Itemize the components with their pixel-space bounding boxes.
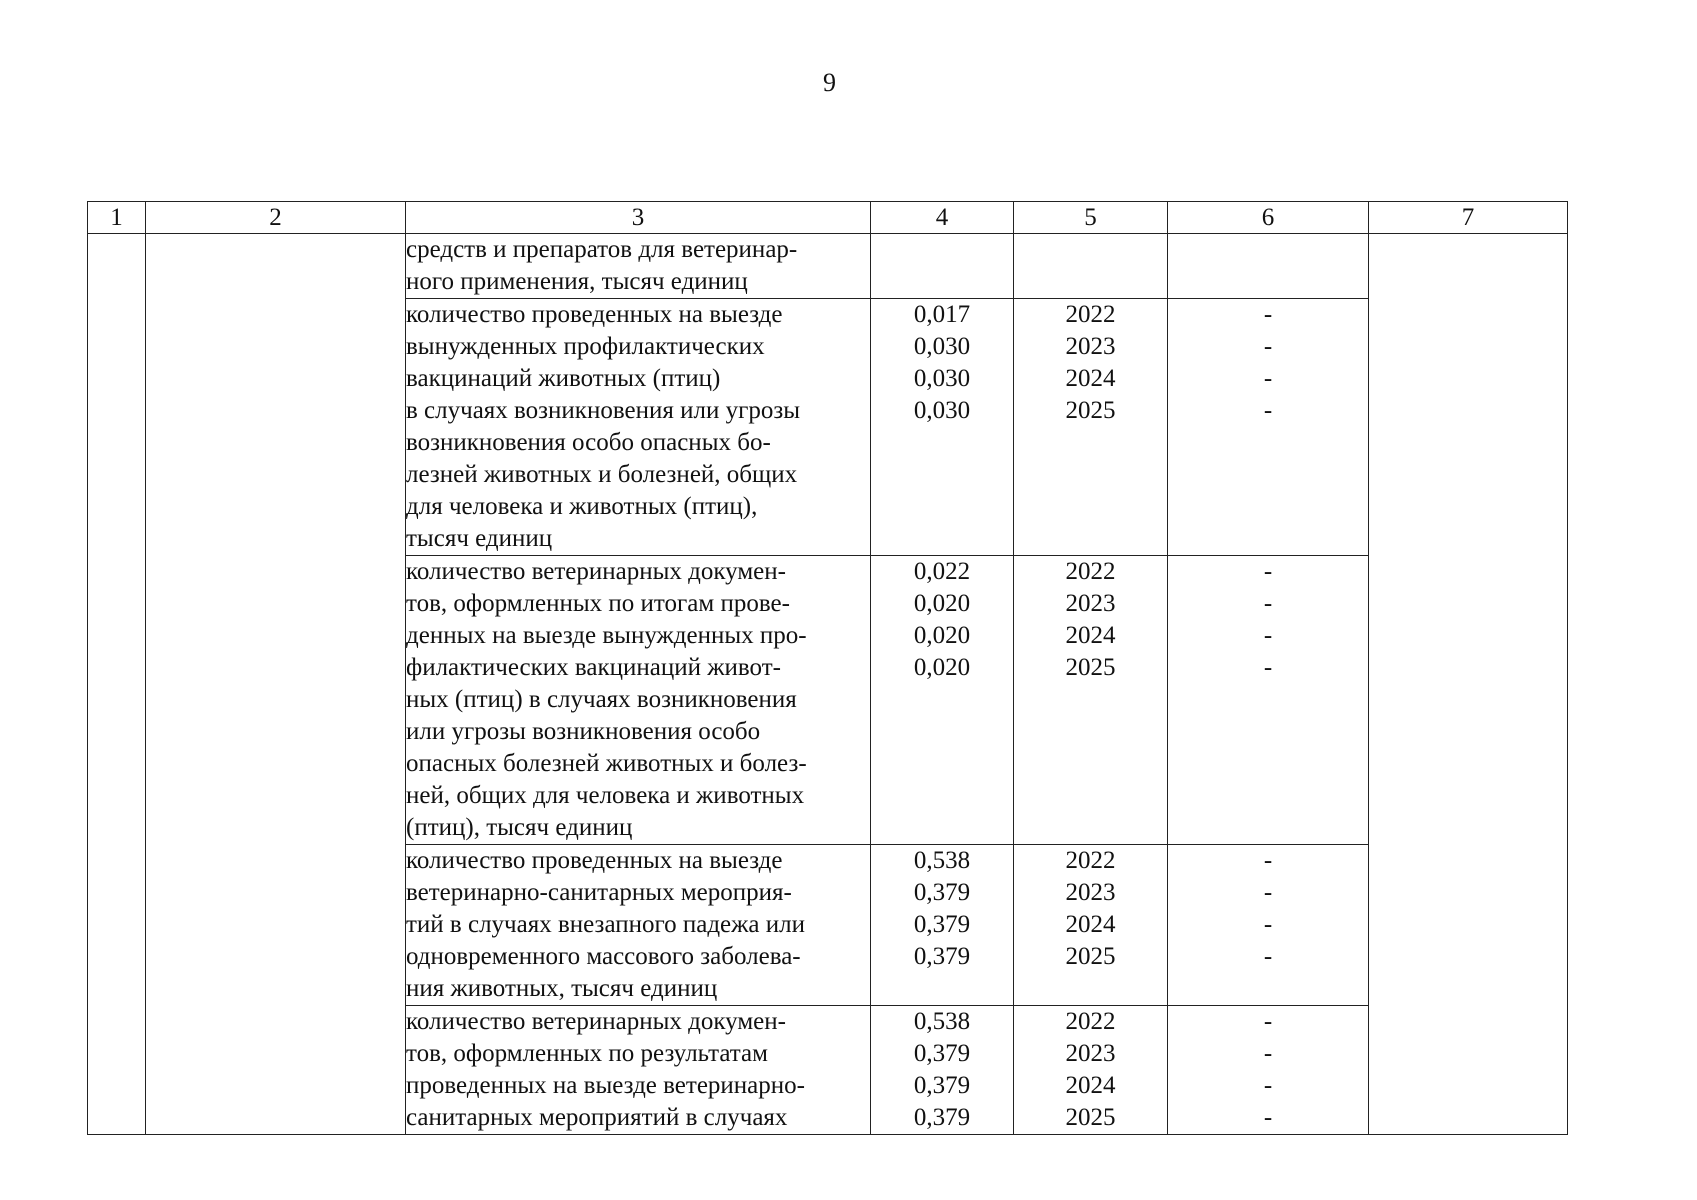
year-value: 2025 [1065,397,1116,424]
dash-value: - [1263,1008,1273,1035]
table-body [88,234,1568,1135]
dash-value: - [1263,654,1273,681]
column-header-5: 5 [1014,202,1168,234]
empty-cell-col-7 [1369,234,1568,1135]
year-cell [1014,845,1168,1006]
indicator-value: 0,538 [913,847,971,874]
dash-value: - [1263,1040,1273,1067]
indicator-value: 0,030 [913,365,971,392]
indicator-value: 0,379 [913,943,971,970]
dash-value: - [1263,558,1273,585]
column-6-cell [1168,234,1369,299]
year-value: 2024 [1065,365,1116,392]
column-header-4: 4 [871,202,1014,234]
dash-value: - [1263,943,1273,970]
column-header-3: 3 [406,202,871,234]
indicator-value-cell [871,1006,1014,1135]
year-value: 2022 [1065,301,1116,328]
indicator-text-line: вакцинаций животных (птиц) [406,365,721,392]
year-cell [1014,299,1168,556]
indicator-text-line: тов, оформленных по результатам [406,1040,768,1067]
indicator-value-cell [871,234,1014,299]
indicator-text-line: ния животных, тысяч единиц [406,975,718,1002]
table-row [88,234,1568,299]
dash-value: - [1263,622,1273,649]
indicator-value: 0,379 [913,1072,971,1099]
indicator-value: 0,379 [913,1104,971,1131]
column-6-cell [1168,556,1369,845]
indicator-text-line: лезней животных и болезней, общих [406,461,798,488]
dash-value: - [1263,879,1273,906]
dash-value: - [1263,1104,1273,1131]
indicator-text-line: тысяч единиц [406,525,553,552]
indicator-text-line: возникновения особо опасных бо- [406,429,771,456]
column-6-cell [1168,299,1369,556]
year-cell [1014,556,1168,845]
indicator-text-line: средств и препаратов для ветеринар- [406,236,798,263]
indicator-value: 0,379 [913,1040,971,1067]
indicator-value: 0,020 [913,654,971,681]
empty-cell-col-1 [88,234,146,1135]
indicator-name-cell [406,234,871,299]
indicator-text-line: санитарных мероприятий в случаях [406,1104,788,1131]
year-value: 2024 [1065,622,1116,649]
indicator-text-line: проведенных на выезде ветеринарно- [406,1072,805,1099]
indicator-text-line: вынужденных профилактических [406,333,765,360]
dash-value: - [1263,1072,1273,1099]
year-value: 2022 [1065,558,1116,585]
indicator-value: 0,022 [913,558,971,585]
page-number: 9 [823,68,836,97]
indicator-text-line: денных на выезде вынужденных про- [406,622,807,649]
dash-value: - [1263,333,1273,360]
indicator-text-line: для человека и животных (птиц), [406,493,758,520]
indicator-text-line: одновременного массового заболева- [406,943,801,970]
indicator-name-cell [406,299,871,556]
indicator-text-line: ней, общих для человека и животных [406,782,805,809]
indicator-text-line: или угрозы возникновения особо [406,718,761,745]
indicator-value: 0,538 [913,1008,971,1035]
dash-value: - [1263,365,1273,392]
indicator-text-line: количество проведенных на выезде [406,847,783,874]
indicator-name-cell [406,1006,871,1135]
indicator-value: 0,020 [913,590,971,617]
year-value: 2023 [1065,333,1116,360]
indicator-value: 0,030 [913,333,971,360]
indicator-text-line: в случаях возникновения или угрозы [406,397,801,424]
indicator-value: 0,379 [913,911,971,938]
column-header-1: 1 [88,202,146,234]
indicator-value: 0,030 [913,397,971,424]
column-header-2: 2 [146,202,406,234]
indicator-name-cell [406,845,871,1006]
indicator-text-line: тий в случаях внезапного падежа или [406,911,805,938]
year-value: 2022 [1065,847,1116,874]
year-cell [1014,234,1168,299]
indicator-value-cell [871,556,1014,845]
indicator-value-cell [871,299,1014,556]
empty-cell-col-2 [146,234,406,1135]
year-cell [1014,1006,1168,1135]
indicator-value: 0,017 [913,301,971,328]
indicator-name-cell [406,556,871,845]
indicator-value: 0,020 [913,622,971,649]
indicator-text-line: филактических вакцинаций живот- [406,654,781,681]
dash-value: - [1263,590,1273,617]
column-6-cell [1168,845,1369,1006]
year-value: 2024 [1065,1072,1116,1099]
indicator-text-line: количество ветеринарных докумен- [406,558,786,585]
year-value: 2023 [1065,879,1116,906]
year-value: 2025 [1065,1104,1116,1131]
indicator-text-line: (птиц), тысяч единиц [406,814,633,841]
year-value: 2025 [1065,943,1116,970]
year-value: 2025 [1065,654,1116,681]
indicator-text-line: количество проведенных на выезде [406,301,783,328]
indicator-text-line: тов, оформленных по итогам прове- [406,590,790,617]
dash-value: - [1263,911,1273,938]
column-header-7: 7 [1369,202,1568,234]
indicator-text-line: ного применения, тысяч единиц [406,268,748,295]
dash-value: - [1263,397,1273,424]
column-number-row [88,202,1568,234]
column-header-6: 6 [1168,202,1369,234]
indicator-table [87,201,1568,1135]
indicator-text-line: ных (птиц) в случаях возникновения [406,686,797,713]
indicator-text-line: опасных болезней животных и болез- [406,750,807,777]
indicator-value: 0,379 [913,879,971,906]
year-value: 2024 [1065,911,1116,938]
dash-value: - [1263,301,1273,328]
indicator-value-cell [871,845,1014,1006]
indicator-text-line: ветеринарно-санитарных мероприя- [406,879,792,906]
indicator-text-line: количество ветеринарных докумен- [406,1008,786,1035]
year-value: 2023 [1065,590,1116,617]
dash-value: - [1263,847,1273,874]
column-6-cell [1168,1006,1369,1135]
year-value: 2023 [1065,1040,1116,1067]
year-value: 2022 [1065,1008,1116,1035]
